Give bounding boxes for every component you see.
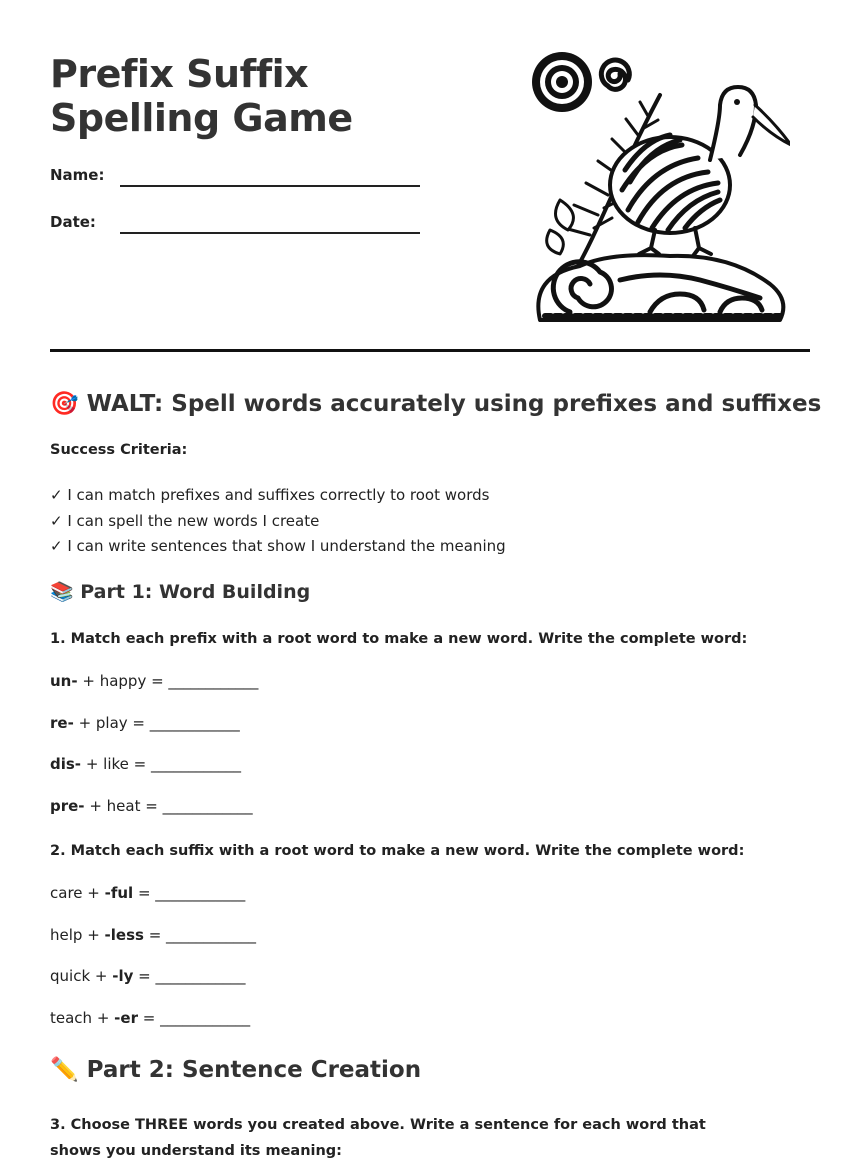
suffix-item: teach + -er = ____________ [50, 1009, 251, 1027]
name-label: Name: [50, 166, 105, 184]
part1-heading: 📚 Part 1: Word Building [50, 581, 311, 603]
prefix-item: re- + play = ____________ [50, 714, 240, 732]
name-line [120, 185, 420, 187]
question-1: 1. Match each prefix with a root word to make a new word. Write the complete word: [50, 631, 748, 647]
date-line [120, 232, 420, 234]
suffix-item: quick + -ly = ____________ [50, 967, 246, 985]
question-3: 3. Choose THREE words you created above. Write a sentence for each word that shows you understand its meaning: [50, 1117, 706, 1159]
criteria-item: ✓ I can spell the new words I create [50, 511, 320, 530]
criteria-item: ✓ I can write sentences that show I understand the meaning [50, 537, 506, 555]
kiwi-bird-illustration [530, 50, 790, 325]
date-label: Date: [50, 213, 96, 231]
suffix-item: help + -less = ____________ [50, 926, 257, 944]
header-divider [50, 349, 810, 352]
prefix-item: dis- + like = ____________ [50, 755, 241, 773]
question-2: 2. Match each suffix with a root word to make a new word. Write the complete word: [50, 843, 745, 859]
success-criteria-list [50, 483, 506, 560]
walt-heading: 🎯 WALT: Spell words accurately using prefixes and suffixes [50, 391, 822, 417]
part2-heading: ✏️ Part 2: Sentence Creation [50, 1057, 422, 1083]
success-criteria-heading: Success Criteria: [50, 442, 188, 458]
criteria-item: ✓ I can match prefixes and suffixes correctly to root words [50, 486, 490, 504]
prefix-item: un- + happy = ____________ [50, 672, 259, 690]
page-title: Prefix Suffix Spelling Game [50, 52, 353, 140]
prefix-item: pre- + heat = ____________ [50, 797, 253, 815]
suffix-item: care + -ful = ____________ [50, 884, 246, 902]
